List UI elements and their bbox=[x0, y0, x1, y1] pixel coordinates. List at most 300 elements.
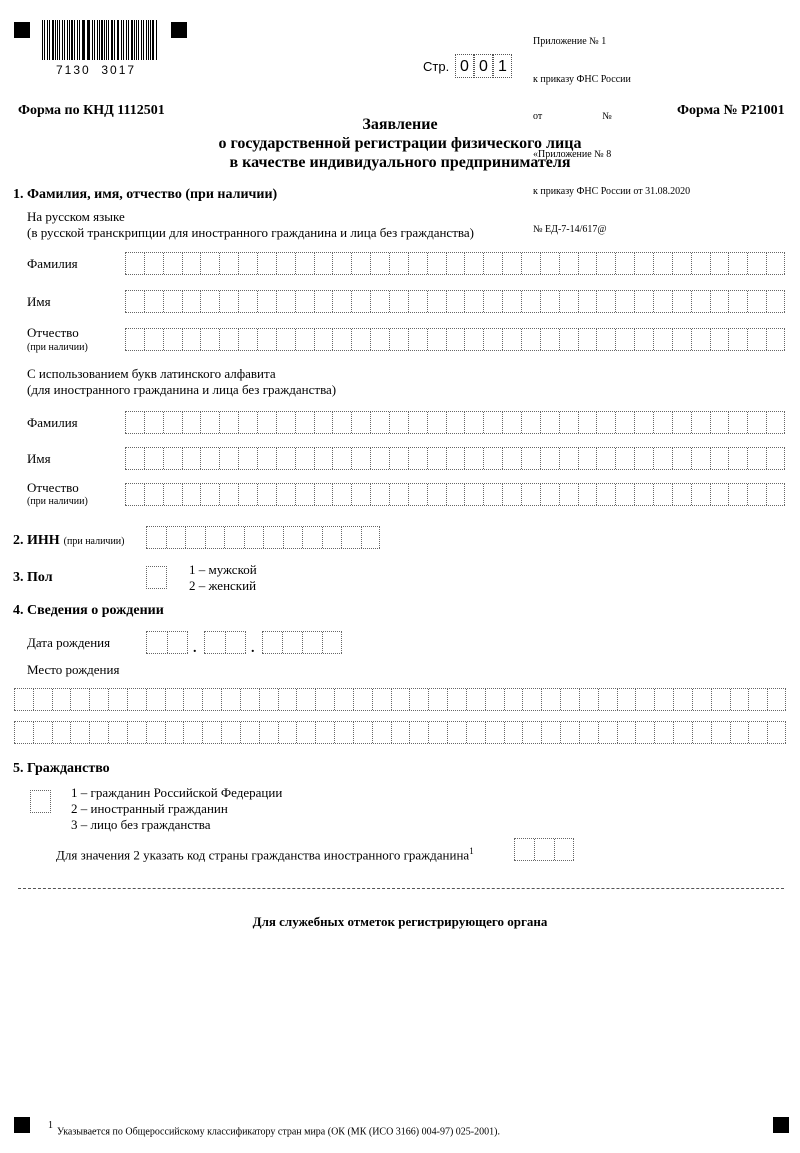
cell-divider bbox=[554, 839, 555, 860]
cell-divider bbox=[784, 412, 785, 433]
barcode-bar bbox=[138, 20, 139, 60]
cell-divider bbox=[766, 291, 767, 312]
barcode-bar bbox=[108, 20, 109, 60]
cell-divider bbox=[14, 689, 15, 710]
cell-divider bbox=[579, 722, 580, 743]
russian-note-line1: На русском языке bbox=[27, 209, 125, 224]
appendix-line: к приказу ФНС России от 31.08.2020 bbox=[533, 186, 691, 197]
cell-divider bbox=[710, 448, 711, 469]
citizenship-option-3: 3 – лицо без гражданства bbox=[71, 817, 211, 832]
cell-divider bbox=[183, 722, 184, 743]
gender-option-male: 1 – мужской bbox=[189, 562, 257, 577]
page-digit[interactable]: 0 bbox=[474, 54, 493, 78]
cell-divider bbox=[573, 839, 574, 860]
cell-divider bbox=[691, 329, 692, 350]
cell-divider bbox=[596, 329, 597, 350]
form-number: Форма № Р21001 bbox=[677, 103, 785, 118]
cell-divider bbox=[691, 412, 692, 433]
footnote-text: Указывается по Общероссийскому классификатору стран мира (ОК (МК (ИСО 3166) 004-97) 025-2001). bbox=[57, 1126, 500, 1138]
barcode-bar bbox=[150, 20, 151, 60]
cell-divider bbox=[672, 412, 673, 433]
cell-divider bbox=[653, 329, 654, 350]
cell-divider bbox=[427, 253, 428, 274]
appendix-line: от № bbox=[533, 111, 612, 122]
cell-divider bbox=[464, 291, 465, 312]
cell-divider bbox=[784, 448, 785, 469]
cell-divider bbox=[276, 329, 277, 350]
cell-divider bbox=[560, 689, 561, 710]
barcode-bar bbox=[134, 20, 135, 60]
cell-divider bbox=[502, 253, 503, 274]
cell-divider bbox=[728, 253, 729, 274]
cell-divider bbox=[653, 484, 654, 505]
citizenship-cell[interactable] bbox=[30, 790, 51, 813]
cell-divider bbox=[578, 448, 579, 469]
cell-divider bbox=[238, 412, 239, 433]
gender-cell[interactable] bbox=[146, 566, 167, 589]
cell-divider bbox=[692, 689, 693, 710]
section4-heading: 4. Сведения о рождении bbox=[13, 603, 164, 618]
cell-divider bbox=[163, 448, 164, 469]
cell-divider bbox=[332, 412, 333, 433]
cell-divider bbox=[598, 722, 599, 743]
footnote bbox=[48, 1120, 500, 1139]
cell-divider bbox=[52, 722, 53, 743]
cell-divider bbox=[578, 253, 579, 274]
barcode-bar bbox=[156, 20, 157, 60]
corner-marker-bottom-left bbox=[14, 1117, 30, 1133]
cell-divider bbox=[617, 689, 618, 710]
cell-divider bbox=[52, 689, 53, 710]
barcode-bar bbox=[87, 20, 88, 60]
cell-divider bbox=[653, 448, 654, 469]
cell-divider bbox=[522, 689, 523, 710]
cell-divider bbox=[332, 484, 333, 505]
cell-divider bbox=[784, 484, 785, 505]
cell-divider bbox=[146, 632, 147, 653]
cell-divider bbox=[747, 484, 748, 505]
cell-divider bbox=[314, 484, 315, 505]
cell-divider bbox=[710, 484, 711, 505]
citizenship-option-1: 1 – гражданин Российской Федерации bbox=[71, 785, 283, 800]
cell-divider bbox=[466, 689, 467, 710]
cell-divider bbox=[224, 527, 225, 548]
cell-divider bbox=[182, 412, 183, 433]
cell-divider bbox=[578, 484, 579, 505]
cell-divider bbox=[295, 484, 296, 505]
barcode-bar bbox=[59, 20, 60, 60]
cell-divider bbox=[635, 689, 636, 710]
cell-divider bbox=[446, 484, 447, 505]
cell-divider bbox=[767, 722, 768, 743]
citizenship-option-2: 2 – иностранный гражданин bbox=[71, 801, 228, 816]
cell-divider bbox=[767, 689, 768, 710]
cell-divider bbox=[521, 253, 522, 274]
cell-divider bbox=[728, 448, 729, 469]
barcode-bar bbox=[71, 20, 73, 60]
cell-divider bbox=[205, 527, 206, 548]
cell-divider bbox=[748, 689, 749, 710]
barcode-bar bbox=[117, 20, 118, 60]
cell-divider bbox=[485, 689, 486, 710]
cell-divider bbox=[692, 722, 693, 743]
cell-divider bbox=[341, 527, 342, 548]
ru-patronymic-input[interactable] bbox=[125, 328, 785, 351]
cell-divider bbox=[389, 329, 390, 350]
barcode-bar bbox=[44, 20, 45, 60]
cell-divider bbox=[747, 412, 748, 433]
cell-divider bbox=[502, 484, 503, 505]
ru-patronymic-note: (при наличии) bbox=[27, 342, 88, 353]
cell-divider bbox=[502, 291, 503, 312]
barcode-bar bbox=[141, 20, 142, 60]
barcode-bar bbox=[136, 20, 137, 60]
cell-divider bbox=[504, 689, 505, 710]
cell-divider bbox=[146, 527, 147, 548]
cell-divider bbox=[635, 722, 636, 743]
section-divider bbox=[18, 888, 784, 889]
cell-divider bbox=[466, 722, 467, 743]
cell-divider bbox=[785, 689, 786, 710]
barcode-bar bbox=[128, 20, 129, 60]
cell-divider bbox=[282, 632, 283, 653]
cell-divider bbox=[389, 291, 390, 312]
lat-patronymic-input[interactable] bbox=[125, 483, 785, 506]
birth-month-input[interactable] bbox=[204, 631, 246, 654]
barcode-bar bbox=[94, 20, 95, 60]
official-marks-heading: Для служебных отметок регистрирующего органа bbox=[252, 914, 548, 929]
cell-divider bbox=[372, 689, 373, 710]
cell-divider bbox=[504, 722, 505, 743]
cell-divider bbox=[654, 722, 655, 743]
cell-divider bbox=[596, 253, 597, 274]
birth-day-input[interactable] bbox=[146, 631, 188, 654]
cell-divider bbox=[276, 412, 277, 433]
barcode-bar bbox=[69, 20, 70, 60]
cell-divider bbox=[221, 722, 222, 743]
cell-divider bbox=[485, 722, 486, 743]
cell-divider bbox=[408, 484, 409, 505]
latin-note-line1: С использованием букв латинского алфавита bbox=[27, 366, 276, 381]
cell-divider bbox=[483, 329, 484, 350]
cell-divider bbox=[389, 448, 390, 469]
inn-input[interactable] bbox=[146, 526, 380, 549]
barcode-bar bbox=[92, 20, 93, 60]
cell-divider bbox=[166, 527, 167, 548]
country-code-input[interactable] bbox=[514, 838, 574, 861]
appendix-line: к приказу ФНС России bbox=[533, 73, 631, 85]
barcode-bar bbox=[121, 20, 122, 60]
cell-divider bbox=[262, 632, 263, 653]
cell-divider bbox=[283, 527, 284, 548]
cell-divider bbox=[615, 484, 616, 505]
corner-marker-bottom-right bbox=[773, 1117, 789, 1133]
cell-divider bbox=[332, 448, 333, 469]
cell-divider bbox=[245, 632, 246, 653]
cell-divider bbox=[428, 722, 429, 743]
barcode-bar bbox=[143, 20, 144, 60]
cell-divider bbox=[314, 412, 315, 433]
cell-divider bbox=[238, 329, 239, 350]
cell-divider bbox=[125, 448, 126, 469]
cell-divider bbox=[634, 412, 635, 433]
cell-divider bbox=[446, 291, 447, 312]
appendix-line: № ЕД-7-14/617@ bbox=[533, 223, 607, 235]
cell-divider bbox=[144, 412, 145, 433]
cell-divider bbox=[144, 253, 145, 274]
footnote-mark: 1 bbox=[48, 1120, 53, 1131]
barcode-bar bbox=[82, 20, 83, 60]
form-knd: Форма по КНД 1112501 bbox=[18, 103, 165, 118]
cell-divider bbox=[615, 291, 616, 312]
ru-surname-input[interactable] bbox=[125, 252, 785, 275]
cell-divider bbox=[144, 484, 145, 505]
cell-divider bbox=[200, 329, 201, 350]
cell-divider bbox=[221, 689, 222, 710]
barcode-number: 7130 3017 bbox=[56, 63, 137, 77]
country-code-note-text: Для значения 2 указать код страны гражданства иностранного гражданина bbox=[56, 847, 470, 863]
barcode-bar bbox=[52, 20, 54, 60]
barcode-icon bbox=[42, 18, 158, 60]
barcode-bar bbox=[55, 20, 56, 60]
cell-divider bbox=[728, 484, 729, 505]
page-digit[interactable]: 0 bbox=[455, 54, 474, 78]
cell-divider bbox=[263, 527, 264, 548]
cell-divider bbox=[204, 632, 205, 653]
cell-divider bbox=[295, 291, 296, 312]
barcode-bar bbox=[104, 20, 105, 60]
cell-divider bbox=[370, 484, 371, 505]
cell-divider bbox=[711, 689, 712, 710]
cell-divider bbox=[257, 412, 258, 433]
cell-divider bbox=[748, 722, 749, 743]
barcode-bar bbox=[83, 20, 84, 60]
cell-divider bbox=[182, 329, 183, 350]
cell-divider bbox=[710, 412, 711, 433]
cell-divider bbox=[540, 448, 541, 469]
cell-divider bbox=[14, 722, 15, 743]
cell-divider bbox=[483, 291, 484, 312]
cell-divider bbox=[219, 412, 220, 433]
cell-divider bbox=[259, 722, 260, 743]
cell-divider bbox=[559, 412, 560, 433]
cell-divider bbox=[653, 253, 654, 274]
barcode-bar bbox=[101, 20, 102, 60]
cell-divider bbox=[673, 689, 674, 710]
cell-divider bbox=[144, 329, 145, 350]
cell-divider bbox=[541, 722, 542, 743]
date-separator: . bbox=[251, 641, 255, 656]
cell-divider bbox=[578, 329, 579, 350]
cell-divider bbox=[691, 484, 692, 505]
cell-divider bbox=[182, 448, 183, 469]
cell-divider bbox=[728, 329, 729, 350]
lat-surname-input[interactable] bbox=[125, 411, 785, 434]
cell-divider bbox=[351, 291, 352, 312]
cell-divider bbox=[295, 412, 296, 433]
cell-divider bbox=[276, 253, 277, 274]
cell-divider bbox=[219, 253, 220, 274]
cell-divider bbox=[238, 484, 239, 505]
cell-divider bbox=[127, 689, 128, 710]
cell-divider bbox=[200, 412, 201, 433]
cell-divider bbox=[332, 329, 333, 350]
cell-divider bbox=[540, 484, 541, 505]
cell-divider bbox=[125, 253, 126, 274]
cell-divider bbox=[615, 412, 616, 433]
lat-patronymic-note: (при наличии) bbox=[27, 496, 88, 507]
cell-divider bbox=[332, 253, 333, 274]
cell-divider bbox=[634, 448, 635, 469]
cell-divider bbox=[446, 329, 447, 350]
cell-divider bbox=[295, 253, 296, 274]
cell-divider bbox=[427, 291, 428, 312]
cell-divider bbox=[654, 689, 655, 710]
cell-divider bbox=[219, 329, 220, 350]
cell-divider bbox=[276, 291, 277, 312]
cell-divider bbox=[540, 329, 541, 350]
cell-divider bbox=[464, 412, 465, 433]
cell-divider bbox=[351, 448, 352, 469]
cell-divider bbox=[730, 722, 731, 743]
birth-date-label: Дата рождения bbox=[27, 635, 111, 650]
cell-divider bbox=[691, 291, 692, 312]
appendix-line: Приложение № 1 bbox=[533, 36, 607, 47]
barcode-bar bbox=[106, 20, 107, 60]
form-title-line: Заявление bbox=[362, 116, 438, 133]
cell-divider bbox=[596, 484, 597, 505]
cell-divider bbox=[427, 484, 428, 505]
cell-divider bbox=[240, 689, 241, 710]
cell-divider bbox=[370, 412, 371, 433]
cell-divider bbox=[766, 253, 767, 274]
cell-divider bbox=[125, 412, 126, 433]
cell-divider bbox=[672, 484, 673, 505]
section2-heading: 2. ИНН bbox=[13, 533, 60, 548]
cell-divider bbox=[353, 722, 354, 743]
birth-place-label: Место рождения bbox=[27, 662, 120, 677]
corner-marker-top-right bbox=[171, 22, 187, 38]
cell-divider bbox=[244, 527, 245, 548]
cell-divider bbox=[447, 722, 448, 743]
cell-divider bbox=[559, 484, 560, 505]
cell-divider bbox=[185, 527, 186, 548]
cell-divider bbox=[483, 448, 484, 469]
cell-divider bbox=[70, 689, 71, 710]
cell-divider bbox=[464, 253, 465, 274]
cell-divider bbox=[200, 448, 201, 469]
cell-divider bbox=[615, 253, 616, 274]
barcode-bar bbox=[123, 20, 124, 60]
cell-divider bbox=[257, 291, 258, 312]
cell-divider bbox=[446, 412, 447, 433]
corner-marker-top-left bbox=[14, 22, 30, 38]
cell-divider bbox=[534, 839, 535, 860]
cell-divider bbox=[257, 253, 258, 274]
cell-divider bbox=[295, 329, 296, 350]
cell-divider bbox=[747, 329, 748, 350]
cell-divider bbox=[314, 448, 315, 469]
cell-divider bbox=[332, 291, 333, 312]
cell-divider bbox=[389, 253, 390, 274]
cell-divider bbox=[785, 722, 786, 743]
cell-divider bbox=[315, 689, 316, 710]
cell-divider bbox=[559, 253, 560, 274]
cell-divider bbox=[125, 329, 126, 350]
lat-name-input[interactable] bbox=[125, 447, 785, 470]
cell-divider bbox=[182, 253, 183, 274]
cell-divider bbox=[615, 448, 616, 469]
cell-divider bbox=[672, 448, 673, 469]
cell-divider bbox=[521, 448, 522, 469]
cell-divider bbox=[408, 253, 409, 274]
cell-divider bbox=[163, 253, 164, 274]
section2-note: (при наличии) bbox=[63, 536, 125, 547]
cell-divider bbox=[766, 484, 767, 505]
barcode-bar bbox=[64, 20, 65, 60]
cell-divider bbox=[427, 412, 428, 433]
cell-divider bbox=[146, 722, 147, 743]
cell-divider bbox=[521, 484, 522, 505]
cell-divider bbox=[257, 484, 258, 505]
cell-divider bbox=[370, 329, 371, 350]
cell-divider bbox=[559, 291, 560, 312]
cell-divider bbox=[341, 632, 342, 653]
cell-divider bbox=[559, 329, 560, 350]
cell-divider bbox=[711, 722, 712, 743]
cell-divider bbox=[351, 484, 352, 505]
cell-divider bbox=[559, 448, 560, 469]
barcode-bar bbox=[111, 20, 113, 60]
cell-divider bbox=[391, 722, 392, 743]
cell-divider bbox=[409, 689, 410, 710]
cell-divider bbox=[322, 527, 323, 548]
barcode-bar bbox=[47, 20, 48, 60]
cell-divider bbox=[427, 329, 428, 350]
cell-divider bbox=[296, 689, 297, 710]
birth-place-input-1[interactable] bbox=[14, 688, 786, 711]
cell-divider bbox=[302, 632, 303, 653]
form-title bbox=[150, 115, 650, 172]
cell-divider bbox=[389, 484, 390, 505]
barcode-bar bbox=[62, 20, 63, 60]
cell-divider bbox=[370, 253, 371, 274]
cell-divider bbox=[361, 527, 362, 548]
cell-divider bbox=[240, 722, 241, 743]
cell-divider bbox=[391, 689, 392, 710]
barcode-bar bbox=[152, 20, 154, 60]
cell-divider bbox=[163, 291, 164, 312]
cell-divider bbox=[167, 632, 168, 653]
cell-divider bbox=[502, 412, 503, 433]
section3-heading: 3. Пол bbox=[13, 570, 53, 585]
cell-divider bbox=[408, 448, 409, 469]
cell-divider bbox=[653, 412, 654, 433]
cell-divider bbox=[766, 412, 767, 433]
appendix-line: «Приложение № 8 bbox=[533, 148, 612, 160]
birth-year-input[interactable] bbox=[262, 631, 342, 654]
barcode-bar bbox=[42, 20, 43, 60]
russian-note-line2: (в русской транскрипции для иностранного гражданина и лица без гражданства) bbox=[27, 225, 474, 240]
birth-place-input-2[interactable] bbox=[14, 721, 786, 744]
cell-divider bbox=[314, 329, 315, 350]
cell-divider bbox=[617, 722, 618, 743]
ru-name-input[interactable] bbox=[125, 290, 785, 313]
page-digit[interactable]: 1 bbox=[493, 54, 512, 78]
cell-divider bbox=[672, 253, 673, 274]
cell-divider bbox=[144, 291, 145, 312]
cell-divider bbox=[464, 448, 465, 469]
